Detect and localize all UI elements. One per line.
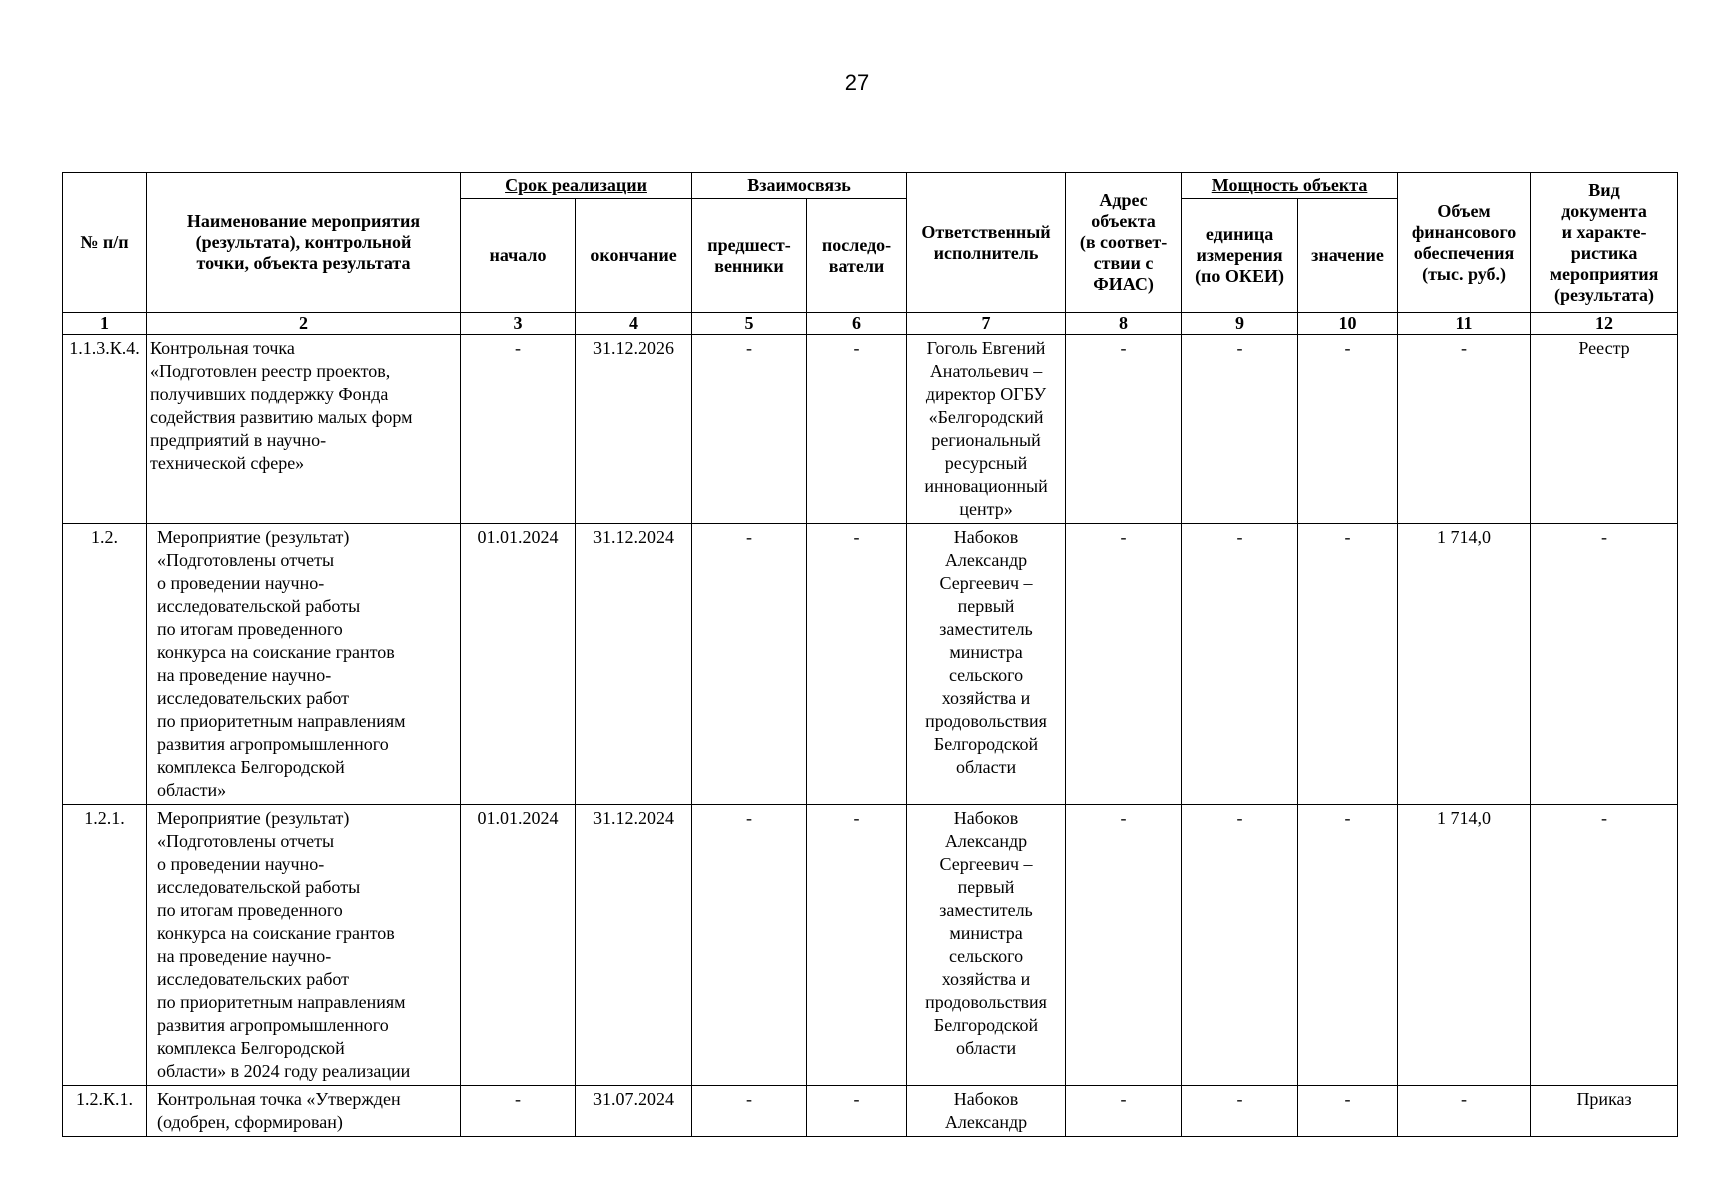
row-responsible: Набоков Александр Сергеевич – первый заместитель министра сельского хозяйства и продовольствия Белгородской области: [907, 524, 1066, 805]
table-row: [63, 1086, 1678, 1137]
header-address: Адрес объекта (в соответ- ствии с ФИАС): [1066, 173, 1182, 313]
row-financing: -: [1398, 1086, 1531, 1137]
row-document: -: [1531, 524, 1678, 805]
row-responsible: Набоков Александр: [907, 1086, 1066, 1137]
column-number: 5: [692, 313, 807, 335]
row-unit: -: [1182, 335, 1298, 524]
row-start: 01.01.2024: [461, 524, 576, 805]
table-row: [63, 805, 1678, 1086]
row-name: Мероприятие (результат) «Подготовлены отчеты о проведении научно- исследовательской работы по итогам проведенного конкурса на соискание грантов на проведение научно- исследовательских работ по приоритетным направлениям развития агропромышленного комплекса Белгородской области» в 2024 году реализации: [147, 805, 461, 1086]
column-number-row: [63, 313, 1678, 335]
column-number: 8: [1066, 313, 1182, 335]
column-number: 9: [1182, 313, 1298, 335]
header-successors: последо- ватели: [807, 199, 907, 313]
row-address: -: [1066, 335, 1182, 524]
row-value: -: [1298, 335, 1398, 524]
header-responsible: Ответственный исполнитель: [907, 173, 1066, 313]
header-group-link: Взаимосвязь: [692, 173, 907, 199]
row-name: Контрольная точка «Утвержден (одобрен, сформирован): [147, 1086, 461, 1137]
row-successors: -: [807, 1086, 907, 1137]
row-name: Контрольная точка «Подготовлен реестр проектов, получивших поддержку Фонда содействия развитию малых форм предприятий в научно- технической сфере»: [147, 335, 461, 524]
row-start: -: [461, 1086, 576, 1137]
header-group-power: Мощность объекта: [1182, 173, 1398, 199]
column-number: 2: [147, 313, 461, 335]
header-value: значение: [1298, 199, 1398, 313]
row-number: 1.1.3.К.4.: [63, 335, 147, 524]
row-number: 1.2.К.1.: [63, 1086, 147, 1137]
column-number: 11: [1398, 313, 1531, 335]
row-financing: -: [1398, 335, 1531, 524]
column-number: 4: [576, 313, 692, 335]
column-number: 7: [907, 313, 1066, 335]
row-value: -: [1298, 524, 1398, 805]
plan-table: [62, 172, 1678, 1137]
row-name: Мероприятие (результат) «Подготовлены отчеты о проведении научно- исследовательской работы по итогам проведенного конкурса на соискание грантов на проведение научно- исследовательских работ по приоритетным направлениям развития агропромышленного комплекса Белгородской области»: [147, 524, 461, 805]
header-document: Вид документа и характе- ристика мероприятия (результата): [1531, 173, 1678, 313]
row-start: -: [461, 335, 576, 524]
row-number: 1.2.1.: [63, 805, 147, 1086]
row-unit: -: [1182, 1086, 1298, 1137]
header-financing: Объем финансового обеспечения (тыс. руб.): [1398, 173, 1531, 313]
table-row: [63, 524, 1678, 805]
row-unit: -: [1182, 524, 1298, 805]
header-end: окончание: [576, 199, 692, 313]
column-number: 10: [1298, 313, 1398, 335]
column-number: 12: [1531, 313, 1678, 335]
page-number: 27: [844, 70, 870, 95]
row-successors: -: [807, 335, 907, 524]
row-predecessors: -: [692, 524, 807, 805]
row-financing: 1 714,0: [1398, 805, 1531, 1086]
row-responsible: Гоголь Евгений Анатольевич – директор ОГБУ «Белгородский региональный ресурсный инновационный центр»: [907, 335, 1066, 524]
row-address: -: [1066, 805, 1182, 1086]
row-address: -: [1066, 524, 1182, 805]
row-successors: -: [807, 524, 907, 805]
row-end: 31.12.2026: [576, 335, 692, 524]
row-number: 1.2.: [63, 524, 147, 805]
column-number: 1: [63, 313, 147, 335]
row-value: -: [1298, 805, 1398, 1086]
row-document: -: [1531, 805, 1678, 1086]
table-row: [63, 335, 1678, 524]
header-no: № п/п: [63, 173, 147, 313]
row-document: Приказ: [1531, 1086, 1678, 1137]
column-number: 6: [807, 313, 907, 335]
header-start: начало: [461, 199, 576, 313]
row-start: 01.01.2024: [461, 805, 576, 1086]
row-address: -: [1066, 1086, 1182, 1137]
row-predecessors: -: [692, 805, 807, 1086]
row-predecessors: -: [692, 1086, 807, 1137]
header-name: Наименование мероприятия (результата), контрольной точки, объекта результата: [147, 173, 461, 313]
row-responsible: Набоков Александр Сергеевич – первый заместитель министра сельского хозяйства и продовольствия Белгородской области: [907, 805, 1066, 1086]
row-unit: -: [1182, 805, 1298, 1086]
row-predecessors: -: [692, 335, 807, 524]
header-predecessors: предшест- венники: [692, 199, 807, 313]
header-unit: единица измерения (по ОКЕИ): [1182, 199, 1298, 313]
row-end: 31.07.2024: [576, 1086, 692, 1137]
column-number: 3: [461, 313, 576, 335]
row-value: -: [1298, 1086, 1398, 1137]
row-end: 31.12.2024: [576, 805, 692, 1086]
header-group-term: Срок реализации: [461, 173, 692, 199]
row-end: 31.12.2024: [576, 524, 692, 805]
row-document: Реестр: [1531, 335, 1678, 524]
row-successors: -: [807, 805, 907, 1086]
row-financing: 1 714,0: [1398, 524, 1531, 805]
